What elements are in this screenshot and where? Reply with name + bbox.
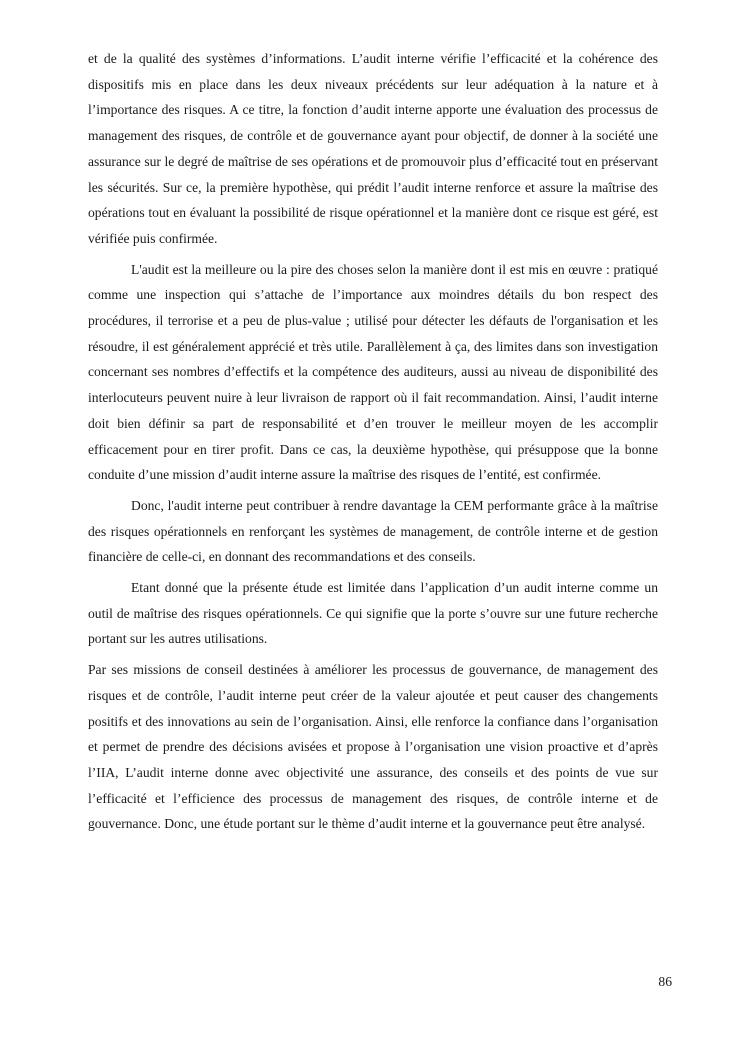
paragraph-1: et de la qualité des systèmes d’informations. L’audit interne vérifie l’efficacité et la cohérence des dispositifs mis en place dans les deux niveaux précédents sur leur adéquation à la nature et à l’importance des risques. A ce titre, la fonction d’audit interne apporte une évaluation des processus de management des risques, de contrôle et de gouvernance ayant pour objectif, de donner à la société une assurance sur le degré de maîtrise de ses opérations et de promouvoir plus d’efficacité tout en préservant les sécurités. Sur ce, la première hypothèse, qui prédit l’audit interne renforce et assure la maîtrise des opérations tout en évaluant la possibilité de risque opérationnel et la manière dont ce risque est géré, est vérifiée puis confirmée. xyxy=(88,51,658,246)
page-number: 86 xyxy=(658,974,672,989)
paragraph-2: L'audit est la meilleure ou la pire des choses selon la manière dont il est mis en œuvre : pratiqué comme une inspection qui s’attache de l’importance aux moindres détails du bon respect des procédures, il terrorise et a peu de plus-value ; utilisé pour détecter les défauts de l'organisation et les résoudre, il est généralement apprécié et très utile. Parallèlement à ça, des limites dans son investigation concernant ses nombres d’effectifs et la compétence des auditeurs, aussi au niveau de disponibilité des interlocuteurs peuvent nuire à leur livraison de rapport où il fait recommandation. Ainsi, l’audit interne doit bien définir sa part de responsabilité et d’en trouver le meilleur moyen de les accomplir efficacement pour en tirer profit. Dans ce cas, la deuxième hypothèse, qui présuppose que la bonne conduite d’une mission d’audit interne assure la maîtrise des risques de l’entité, est confirmée. xyxy=(88,261,658,483)
paragraph-5: Par ses missions de conseil destinées à améliorer les processus de gouvernance, de management des risques et de contrôle, l’audit interne peut créer de la valeur ajoutée et peut causer des changements positifs et des innovations au sein de l’organisation. Ainsi, elle renforce la confiance dans l’organisation et permet de prendre des décisions avisées et propose à l’organisation une vision proactive et d’après l’IIA, L’audit interne donne avec objectivité une assurance, des conseils et des points de vue sur l’efficacité et l’efficience des processus de management des risques, de contrôle interne et de gouvernance. Donc, une étude portant sur le thème d’audit interne et la gouvernance peut être analysé. xyxy=(88,662,658,832)
document-body xyxy=(88,46,658,842)
paragraph-4: Etant donné que la présente étude est limitée dans l’application d’un audit interne comme un outil de maîtrise des risques opérationnels. Ce qui signifie que la porte s’ouvre sur une future recherche portant sur les autres utilisations. xyxy=(88,580,658,647)
paragraph-3: Donc, l'audit interne peut contribuer à rendre davantage la CEM performante grâce à la maîtrise des risques opérationnels en renforçant les systèmes de management, de contrôle interne et de gestion financière de celle-ci, en donnant des recommandations et des conseils. xyxy=(88,497,658,565)
